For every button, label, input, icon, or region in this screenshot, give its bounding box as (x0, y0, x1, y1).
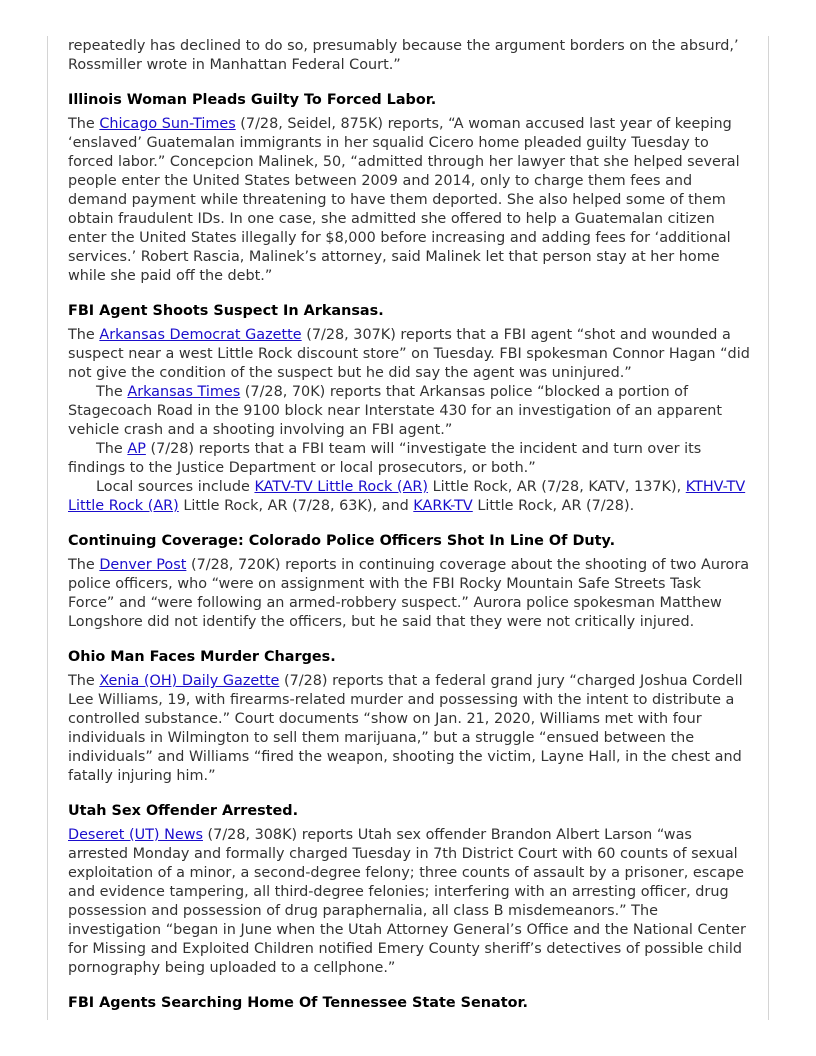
text: (7/28, 720K) reports in continuing coverage about the shooting of two Aurora police officers, who “were on assignment with the FBI Rocky Mountain Safe Streets Task Force” and “were following an armed-robbery suspect.” Aurora police spokesman Matthew Longshore did not identify the officers, but he said that they were not critically injured. (68, 557, 750, 630)
source-link[interactable]: Arkansas Times (127, 384, 241, 400)
right-margin-rule (768, 36, 769, 1020)
paragraph (68, 383, 752, 440)
text: Local sources include (96, 479, 255, 495)
source-link[interactable]: Arkansas Democrat Gazette (99, 327, 302, 343)
text: The (68, 327, 100, 343)
paragraph (68, 478, 752, 516)
left-margin-rule (47, 36, 48, 1020)
text: (7/28) reports that a FBI team will “investigate the incident and turn over its findings to the Justice Department or local prosecutors, or both.” (68, 441, 702, 476)
section-heading: FBI Agents Searching Home Of Tennessee State Senator. (68, 995, 528, 1011)
section-heading: Ohio Man Faces Murder Charges. (68, 649, 336, 665)
text: (7/28) reports that a federal grand jury “charged Joshua Cordell Lee Williams, 19, with firearms-related murder and possessing with the intent to distribute a controlled substance.” Court documents “show on Jan. 21, 2020, Williams met with four individuals in Wilmington to sell them marijuana,” but a struggle “ensued between the individuals” and Williams “fired the weapon, shooting the victim, Layne Hall, in the chest and fatally injuring him.” (68, 673, 743, 784)
text: The (68, 673, 100, 689)
paragraph (68, 326, 752, 383)
text: Little Rock, AR (7/28). (472, 498, 635, 514)
section-heading: Illinois Woman Pleads Guilty To Forced Labor. (68, 92, 437, 108)
text: The (68, 557, 100, 573)
section-heading: Utah Sex Offender Arrested. (68, 803, 299, 819)
intro-paragraph: repeatedly has declined to do so, presumably because the argument borders on the absurd,’ Rossmiller wrote in Manhattan Federal Court.” (68, 38, 739, 73)
source-link[interactable]: KTHV-TV Little Rock (AR) (68, 479, 746, 514)
paragraph (68, 672, 752, 786)
text: (7/28, Seidel, 875K) reports, “A woman accused last year of keeping ‘enslaved’ Guatemalan immigrants in her squalid Cicero home pleaded guilty Tuesday to forced labor.” Concepcion Malinek, 50, “admitted through her lawyer that she helped several people enter the United States between 2009 and 2014, only to charge them fees and demand payment while threatening to have them deported. She also helped some of them obtain fraudulent IDs. In one case, she admitted she offered to help a Guatemalan citizen enter the United States illegally for $8,000 before increasing and adding fees for ‘additional services.’ Robert Rascia, Malinek’s attorney, said Malinek let that person stay at her home while she paid off the debt.” (68, 116, 740, 284)
source-link[interactable]: Deseret (UT) News (68, 827, 203, 843)
section-heading: FBI Agent Shoots Suspect In Arkansas. (68, 303, 384, 319)
source-link[interactable]: KARK-TV (413, 498, 473, 514)
source-link[interactable]: Denver Post (99, 557, 187, 573)
section-heading: Continuing Coverage: Colorado Police Officers Shot In Line Of Duty. (68, 533, 616, 549)
source-link[interactable]: KATV-TV Little Rock (AR) (254, 479, 429, 495)
paragraph (68, 556, 752, 632)
article-content (68, 37, 752, 1013)
text: The (96, 384, 128, 400)
text: (7/28, 307K) reports that a FBI agent “shot and wounded a suspect near a west Little Rock discount store” on Tuesday. FBI spokesman Connor Hagan “did not give the condition of the suspect but he did say the agent was uninjured.” (68, 327, 750, 381)
source-link[interactable]: Chicago Sun-Times (99, 116, 236, 132)
text: The (68, 116, 100, 132)
paragraph (68, 826, 752, 978)
paragraph (68, 440, 752, 478)
paragraph (68, 115, 752, 286)
text: (7/28, 70K) reports that Arkansas police “blocked a portion of Stagecoach Road in the 9100 block near Interstate 430 for an investigation of an apparent vehicle crash and a shooting involving an FBI agent.” (68, 384, 723, 438)
text: Little Rock, AR (7/28, KATV, 137K), (428, 479, 686, 495)
text: Little Rock, AR (7/28, 63K), and (178, 498, 414, 514)
text: (7/28, 308K) reports Utah sex offender Brandon Albert Larson “was arrested Monday and formally charged Tuesday in 7th District Court with 60 counts of sexual exploitation of a minor, a second-degree felony; three counts of assault by a prisoner, escape and evidence tampering, all third-degree felonies; interfering with an arresting officer, drug possession and possession of drug paraphernalia, all class B misdemeanors.” The investigation “began in June when the Utah Attorney General’s Office and the National Center for Missing and Exploited Children notified Emery County sheriff’s detectives of possible child pornography being uploaded to a cellphone.” (68, 827, 746, 976)
text: The (96, 441, 128, 457)
source-link[interactable]: Xenia (OH) Daily Gazette (99, 673, 280, 689)
source-link[interactable]: AP (127, 441, 146, 457)
